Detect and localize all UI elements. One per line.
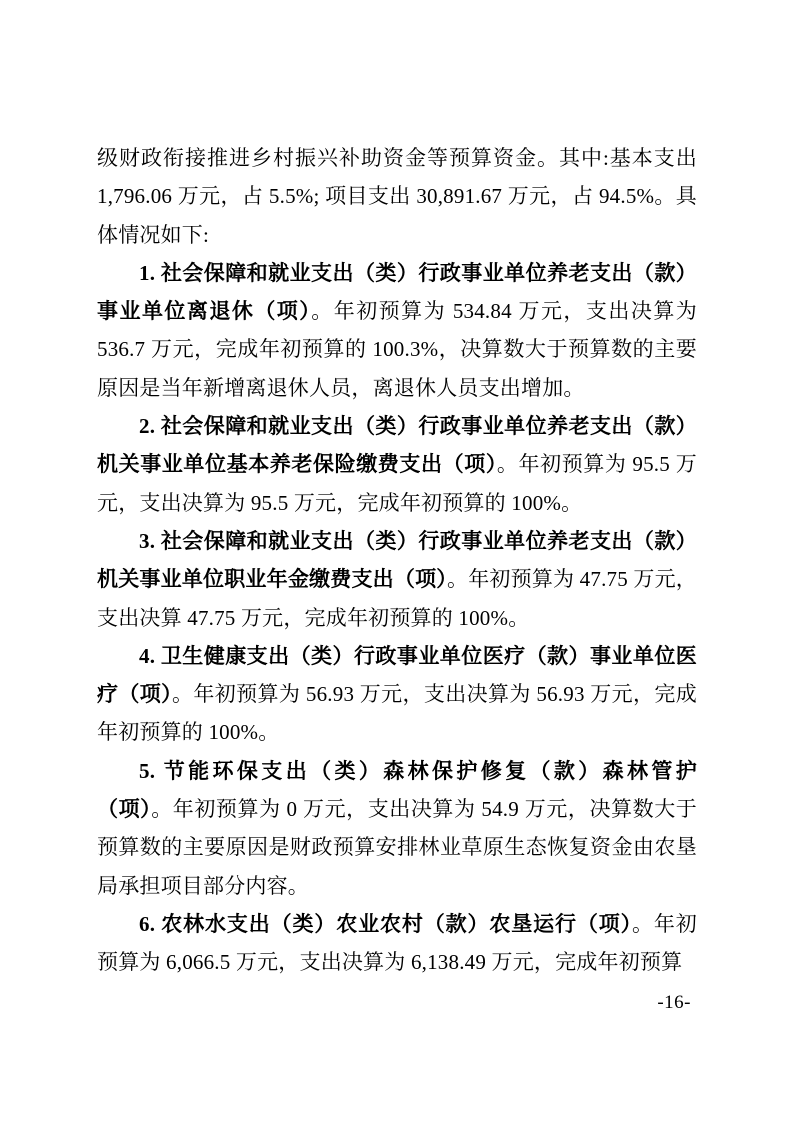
paragraph-item-6 <box>97 905 697 982</box>
paragraph-item-1 <box>97 254 697 407</box>
intro-text: 级财政衔接推进乡村振兴补助资金等预算资金。其中:基本支出 1,796.06 万元，占 5.5%; 项目支出 30,891.67 万元，占 94.5%。具体情况如下: <box>97 146 697 247</box>
item-5-heading: 5. 节能环保支出（类）森林保护修复（款）森林管护（项） <box>97 758 697 822</box>
paragraph-item-5 <box>97 752 697 905</box>
page-number: -16- <box>657 992 691 1013</box>
paragraph-item-3 <box>97 522 697 637</box>
paragraph-intro <box>97 139 697 254</box>
item-2-heading: 2. 社会保障和就业支出（类）行政事业单位养老支出（款）机关事业单位基本养老保险缴费支出（项） <box>97 414 697 477</box>
item-2-body: 。年初预算为 95.5 万元，支出决算为 95.5 万元，完成年初预算的 100%。 <box>97 452 697 515</box>
item-4-heading: 4. 卫生健康支出（类）行政事业单位医疗（款）事业单位医疗（项） <box>97 643 697 707</box>
item-5-body: 。年初预算为 0 万元，支出决算为 54.9 万元，决算数大于预算数的主要原因是财政预算安排林业草原生态恢复资金由农垦局承担项目部分内容。 <box>97 797 697 898</box>
item-4-body: 。年初预算为 56.93 万元，支出决算为 56.93 万元，完成年初预算的 100%。 <box>97 682 697 745</box>
paragraph-item-2 <box>97 407 697 522</box>
item-6-heading: 6. 农林水支出（类）农业农村（款）农垦运行（项） <box>139 911 633 936</box>
item-3-heading: 3. 社会保障和就业支出（类）行政事业单位养老支出（款）机关事业单位职业年金缴费支出（项） <box>97 528 697 592</box>
document-body <box>97 139 697 982</box>
item-1-body: 。年初预算为 534.84 万元，支出决算为 536.7 万元，完成年初预算的 100.3%，决算数大于预算数的主要原因是当年新增离退休人员，离退休人员支出增加。 <box>97 299 698 400</box>
item-3-body: 。年初预算为 47.75 万元，支出决算 47.75 万元，完成年初预算的 100%。 <box>97 567 698 630</box>
paragraph-item-4 <box>97 637 697 752</box>
item-6-body: 。年初预算为 6,066.5 万元，支出决算为 6,138.49 万元，完成年初预算 <box>97 911 697 975</box>
item-1-heading: 1. 社会保障和就业支出（类）行政事业单位养老支出（款）事业单位离退休（项） <box>97 260 697 324</box>
